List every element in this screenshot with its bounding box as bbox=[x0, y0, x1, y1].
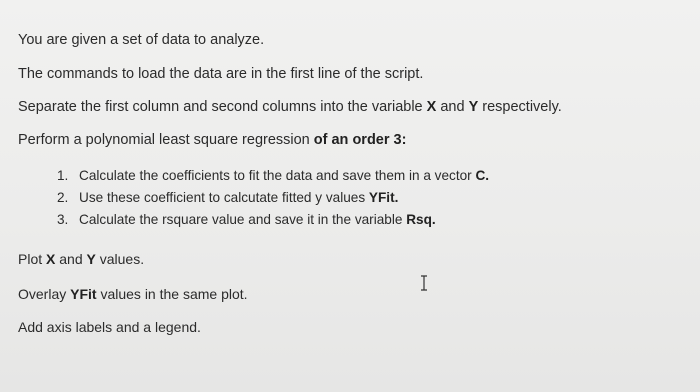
plot-variable-x: X bbox=[46, 251, 56, 267]
task-variable: YFit. bbox=[368, 190, 399, 205]
variable-x: X bbox=[426, 99, 437, 115]
intro-text-3a: Separate the first column and second columns into the variable bbox=[18, 99, 427, 115]
task-text: Use these coefficient to calcutate fitted y values bbox=[79, 190, 369, 205]
task-variable: Rsq. bbox=[406, 212, 436, 227]
task-text: Calculate the rsquare value and save it in the variable bbox=[79, 212, 407, 227]
plot-line-1 bbox=[18, 250, 144, 268]
plot-text-3: Add axis labels and a legend. bbox=[18, 319, 201, 335]
intro-line-2 bbox=[18, 65, 423, 83]
list-number: 2. bbox=[57, 190, 69, 205]
plot-line-3 bbox=[18, 318, 201, 336]
list-item bbox=[57, 209, 489, 231]
intro-text-3b: and bbox=[436, 99, 469, 115]
text-cursor-icon bbox=[419, 275, 429, 291]
variable-y: Y bbox=[468, 99, 479, 115]
intro-text-2: The commands to load the data are in the first line of the script. bbox=[18, 66, 424, 82]
intro-text-4a: Perform a polynomial least square regression bbox=[18, 132, 314, 148]
task-variable: C. bbox=[475, 168, 490, 183]
intro-line-4 bbox=[18, 131, 406, 149]
intro-line-3 bbox=[18, 98, 562, 116]
task-list bbox=[57, 165, 489, 231]
list-number: 1. bbox=[57, 168, 69, 183]
plot-text-1b: and bbox=[55, 251, 87, 267]
plot-variable-yfit: YFit bbox=[70, 286, 97, 302]
list-item bbox=[57, 187, 489, 209]
list-number: 3. bbox=[57, 212, 69, 227]
plot-text-1c: values. bbox=[95, 251, 145, 267]
intro-text-3c: respectively. bbox=[478, 99, 562, 115]
intro-line-1 bbox=[18, 31, 264, 49]
task-text: Calculate the coefficients to fit the data and save them in a vector bbox=[79, 168, 476, 183]
intro-text-1: You are given a set of data to analyze. bbox=[18, 32, 265, 48]
plot-variable-y: Y bbox=[86, 251, 96, 267]
plot-line-2 bbox=[18, 285, 248, 303]
list-item bbox=[57, 165, 489, 187]
plot-text-1a: Plot bbox=[18, 251, 47, 267]
plot-text-2a: Overlay bbox=[18, 286, 71, 302]
regression-order: of an order 3: bbox=[313, 132, 407, 148]
plot-text-2b: values in the same plot. bbox=[96, 286, 248, 302]
